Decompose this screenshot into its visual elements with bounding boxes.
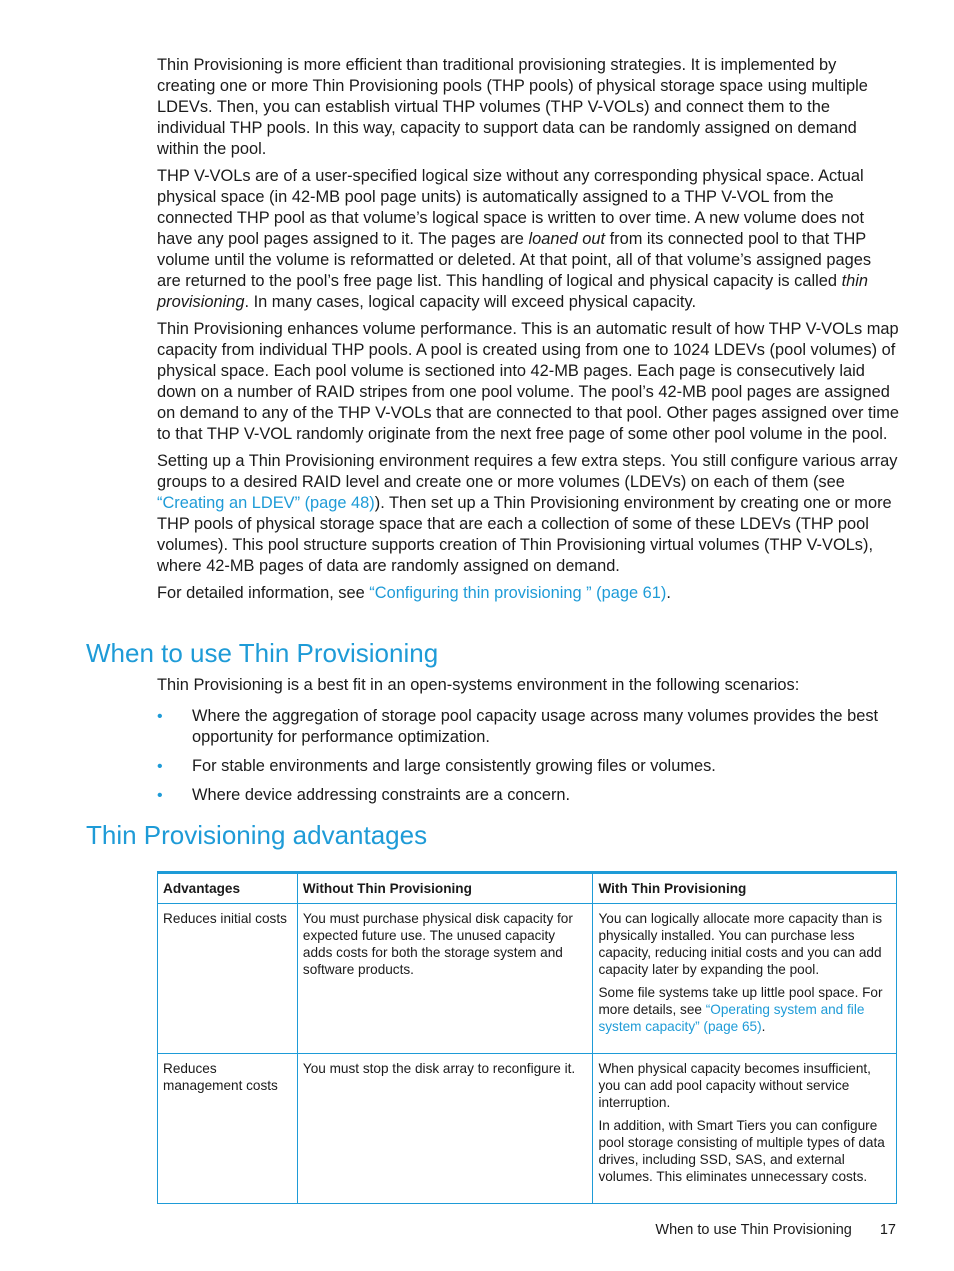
heading-when-to-use: When to use Thin Provisioning <box>86 638 439 668</box>
paragraph-performance: Thin Provisioning enhances volume performance. This is an automatic result of how THP V-VOLs map capacity from individual THP pools. A pool is created using from one to 1024 LDEVs (pool volumes) of physical space. Each pool volume is sectioned into 42-MB pages. Each page is consecutively laid down on a number of RAID stripes from one pool volume. The pool’s 42-MB pool pages are assigned on demand to any of the THP V-VOLs that are connected to that pool. Other pages assigned over time to that THP V-VOL randomly originate from the next free page of some other pool volume in the pool. <box>157 320 899 443</box>
when-to-use-section <box>157 675 899 814</box>
heading-advantages: Thin Provisioning advantages <box>86 820 428 850</box>
cell-with-text: In addition, with Smart Tiers you can configure pool storage consisting of multiple types of data drives, including SSD, SAS, and external volumes. This eliminates unnecessary costs. <box>598 1118 885 1184</box>
when-to-use-intro: Thin Provisioning is a best fit in an open-systems environment in the following scenarios: <box>157 676 800 694</box>
cell-advantage: Reduces management costs <box>158 1054 298 1204</box>
table-row <box>158 1054 897 1204</box>
cell-without: You must purchase physical disk capacity for expected future use. The unused capacity adds costs for both the storage system and software products. <box>297 904 593 1054</box>
list-item: • Where the aggregation of storage pool capacity usage across many volumes provides the best opportunity for performance optimization. <box>157 707 879 746</box>
header-advantages: Advantages <box>158 873 298 904</box>
page-footer <box>655 1222 896 1238</box>
bullet-icon: • <box>157 787 163 804</box>
header-without: Without Thin Provisioning <box>297 873 593 904</box>
paragraph-thp-vvols: THP V-VOLs are of a user-specified logical size without any corresponding physical space. Actual physical space (in 42-MB pool page units) is automatically assigned to a THP V-VOL from the connected THP pool as that volume’s logical space is written to over time. A new volume does not have any pool pages assigned to it. The pages are loaned out from its connected pool to that THP volume until the volume is reformatted or deleted. At that point, all of that volume’s assigned pages are returned to the pool’s free page list. This handling of logical and physical capacity is called thin provisioning. In many cases, logical capacity will exceed physical capacity. <box>157 167 872 311</box>
list-item: • Where device addressing constraints are a concern. <box>157 786 571 804</box>
advantages-table <box>157 871 897 1204</box>
header-with: With Thin Provisioning <box>593 873 897 904</box>
scenario-list <box>157 706 899 806</box>
cell-with-text: Some file systems take up little pool space. For more details, see “Operating system and file system capacity” (page 65). <box>598 985 883 1034</box>
term-loaned-out: loaned out <box>528 230 606 248</box>
link-configuring-thin-provisioning[interactable]: “Configuring thin provisioning ” (page 61) <box>369 584 667 602</box>
cell-with-text: When physical capacity becomes insufficient, you can add pool capacity without service interruption. <box>598 1061 871 1110</box>
term-thin-provisioning: thin provisioning <box>157 272 869 311</box>
list-item: • For stable environments and large consistently growing files or volumes. <box>157 757 716 775</box>
paragraph-setup: Setting up a Thin Provisioning environment requires a few extra steps. You still configure various array groups to a desired RAID level and create one or more volumes (LDEVs) on each of them (see “Creating an LDEV” (page 48)). Then set up a Thin Provisioning environment by creating one or more THP pools of physical storage space that are each a collection of some of these LDEVs (THP pool volumes). This pool structure supports creation of Thin Provisioning virtual volumes (THP V-VOLs), where 42-MB pages of data are randomly assigned on demand. <box>157 452 898 575</box>
paragraph-intro: Thin Provisioning is more efficient than traditional provisioning strategies. It is implemented by creating one or more Thin Provisioning pools (THP pools) of physical storage space using multiple LDEVs. Then, you can establish virtual THP volumes (THP V-VOLs) and connect them to the individual THP pools. In this way, capacity to support data can be randomly assigned on demand within the pool. <box>157 56 868 158</box>
body-text-block <box>157 55 899 610</box>
page-number: 17 <box>879 1222 896 1238</box>
paragraph-detailed-info: For detailed information, see “Configuring thin provisioning ” (page 61). <box>157 584 671 602</box>
link-creating-ldev[interactable]: “Creating an LDEV” (page 48) <box>157 494 375 512</box>
cell-with-text: You can logically allocate more capacity than is physically installed. You can purchase less capacity, reducing initial costs and you can add capacity later by expanding the pool. <box>598 911 883 977</box>
cell-without: You must stop the disk array to reconfigure it. <box>297 1054 593 1204</box>
cell-with <box>593 904 897 1054</box>
link-os-file-system-capacity[interactable]: “Operating system and file system capacity” (page 65) <box>598 1002 865 1034</box>
cell-with <box>593 1054 897 1204</box>
table-header-row <box>158 873 897 904</box>
bullet-icon: • <box>157 758 163 775</box>
footer-section-title: When to use Thin Provisioning <box>655 1222 852 1238</box>
bullet-icon: • <box>157 708 163 725</box>
cell-advantage: Reduces initial costs <box>158 904 298 1054</box>
table-row <box>158 904 897 1054</box>
